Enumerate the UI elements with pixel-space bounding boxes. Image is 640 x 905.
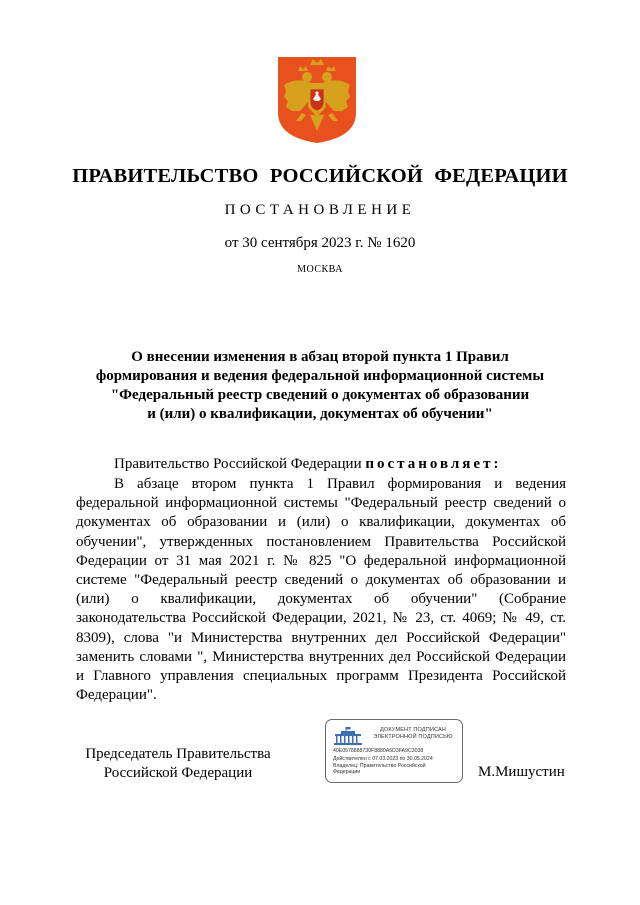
heading-line: "Федеральный реестр сведений о документах об образовании	[110, 387, 530, 403]
government-building-icon	[333, 726, 363, 746]
stamp-heading-line: ДОКУМЕНТ ПОДПИСАН	[380, 727, 446, 733]
document-type: ПОСТАНОВЛЕНИЕ	[224, 202, 416, 218]
electronic-signature-stamp	[325, 719, 463, 783]
stamp-serial: 40E0578888730F8880A6D3FA9C3038	[333, 748, 424, 754]
signer-name: М.Мишустин	[478, 764, 565, 780]
decree-keyword: постановляет:	[365, 456, 502, 472]
government-title: ПРАВИТЕЛЬСТВО РОССИЙСКОЙ ФЕДЕРАЦИИ	[72, 165, 568, 187]
signer-title	[78, 745, 278, 783]
body-paragraph: В абзаце втором пункта 1 Правил формирования и ведения федеральной информационной системы "Федеральный реестр сведений о документах об образовании и (или) о квалификации, документах об обучении", утвержденных постановлением Правительства Российской Федерации от 31 мая 2021 г. № 825 "О федеральной информационной системе "Федеральный реестр сведений о документах об образовании и (или) о квалификации, документах об обучении" (Собрание законодательства Российской Федерации, 2021, № 23, ст. 4069; № 49, ст. 8309), слова "и Министерства внутренних дел Российской Федерации" заменить словами ", Министерства внутренних дел Российской Федерации и Главного управления специальных программ Президента Российской Федерации".	[76, 476, 566, 704]
document-city: МОСКВА	[297, 264, 343, 275]
signer-title-line: Председатель Правительства	[85, 746, 271, 762]
preamble-text: Правительство Российской Федерации	[114, 456, 366, 472]
preamble	[114, 456, 501, 473]
document-date-number: от 30 сентября 2023 г. № 1620	[224, 235, 416, 251]
heading-line: О внесении изменения в абзац второй пункта 1 Правил	[131, 349, 509, 365]
heading-line: и (или) о квалификации, документах об обучении"	[147, 406, 493, 422]
signer-title-line: Российской Федерации	[103, 765, 253, 781]
stamp-heading-line: ЭЛЕКТРОННОЙ ПОДПИСЬЮ	[373, 734, 453, 740]
stamp-validity: Действителен с 07.03.2023 по 30.05.2024	[333, 756, 433, 762]
stamp-owner: Владелец: Правительство Российской	[333, 762, 426, 769]
stamp-heading	[366, 727, 460, 741]
document-heading	[90, 348, 550, 424]
stamp-owner: Федерации	[333, 769, 361, 775]
coat-of-arms-icon	[276, 55, 358, 145]
heading-line: формирования и ведения федеральной информационной системы	[95, 368, 545, 384]
